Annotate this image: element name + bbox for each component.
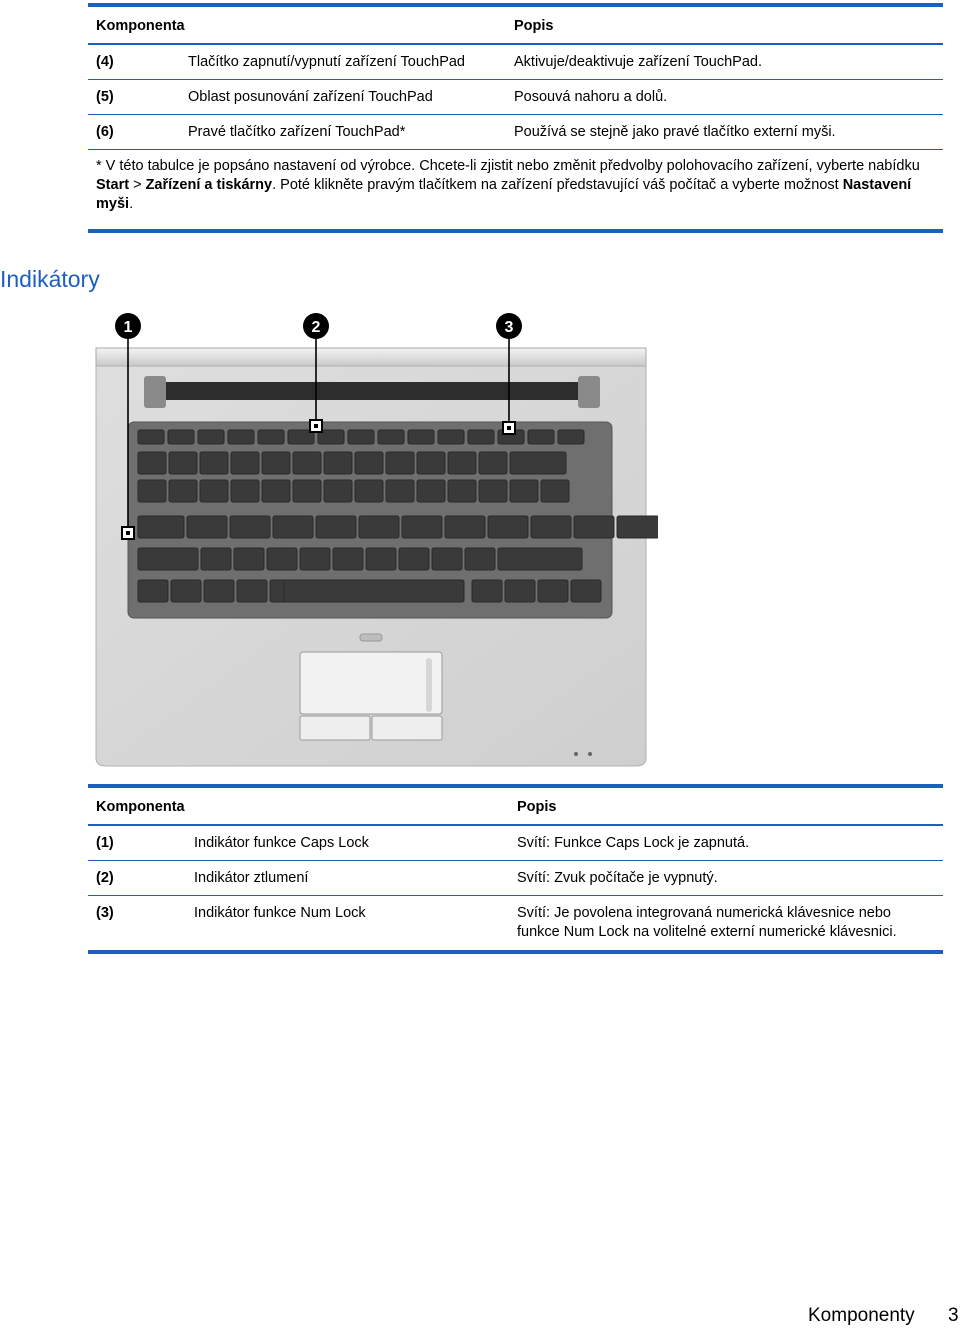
keyboard-key [293,480,321,502]
callout-number-2: 2 [311,319,321,336]
row-description: Aktivuje/deaktivuje zařízení TouchPad. [514,54,762,70]
keyboard-key [538,580,568,602]
row-component: Tlačítko zapnutí/vypnutí zařízení TouchPad [188,54,466,70]
left-hinge [144,376,166,408]
keyboard-key [169,480,197,502]
table-note-row [88,150,943,229]
lid-edge [96,348,646,366]
keyboard-key [333,548,363,570]
keyboard-key [316,516,356,538]
keyboard-key [138,580,168,602]
table-header [88,788,943,826]
keyboard-key [417,480,445,502]
keyboard-key [273,516,313,538]
row-description: Posouvá nahoru a dolů. [514,89,668,105]
keyboard-key [359,516,399,538]
table-row [88,861,943,896]
keyboard-key [445,516,485,538]
keyboard-key [355,480,383,502]
header-description: Popis [514,18,554,34]
keyboard-key [505,580,535,602]
row-number: (3) [96,905,114,921]
keyboard-key [386,452,414,474]
row-number: (6) [96,124,114,140]
keyboard-key [417,452,445,474]
keyboard-key [528,430,554,444]
footer-section-title: Komponenty [808,1305,915,1326]
keyboard-key [498,548,582,570]
keyboard-key [169,452,197,474]
keyboard-key [138,480,166,502]
keyboard-key [366,548,396,570]
row-number: (4) [96,54,114,70]
keyboard-key [571,580,601,602]
keyboard-key [510,480,538,502]
section-heading: Indikátory [0,266,100,292]
keyboard-key [198,430,224,444]
hinge-bar [166,382,578,400]
table-bottom-rule [88,229,943,233]
keyboard-key [237,580,267,602]
row-description: Svítí: Funkce Caps Lock je zapnutá. [517,835,750,851]
touchpad-scroll-zone [426,658,432,712]
row-component: Indikátor funkce Caps Lock [194,835,369,851]
keyboard-key [510,452,566,474]
callout-number-3: 3 [504,319,514,336]
keyboard-key [234,548,264,570]
keyboard-key [468,430,494,444]
keyboard-key [488,516,528,538]
row-description: Svítí: Zvuk počítače je vypnutý. [517,870,718,886]
header-component: Komponenta [96,799,185,815]
row-component: Indikátor funkce Num Lock [194,905,366,921]
keyboard-key [187,516,227,538]
keyboard-key [324,452,352,474]
table-row [88,896,943,950]
keyboard-key [617,516,658,538]
keyboard-key [168,430,194,444]
row-number: (1) [96,835,114,851]
row-number: (5) [96,89,114,105]
table-row [88,115,943,150]
keyboard-key [438,430,464,444]
keyboard-key [479,480,507,502]
keyboard-key [138,452,166,474]
touchpad-left-button [300,716,370,740]
header-component: Komponenta [96,18,185,34]
row-number: (2) [96,870,114,886]
keyboard-key [479,452,507,474]
keyboard-key [324,480,352,502]
table-footnote: * V této tabulce je popsáno nastavení od výrobce. Chcete-li zjistit nebo změnit předvolby polohovacího zařízení, vyberte nabídku Start > Zařízení a tiskárny. Poté klikněte pravým tlačítkem na zařízení představující váš počítač a vyberte možnost Nastavení myši. [96,158,920,212]
keyboard-key [228,430,254,444]
keyboard-key [262,452,290,474]
keyboard-key [531,516,571,538]
keyboard-key [200,480,228,502]
keyboard-key [138,430,164,444]
keyboard-key [355,452,383,474]
keyboard-key [408,430,434,444]
status-light [574,752,578,756]
touchpad-right-button [372,716,442,740]
row-component: Oblast posunování zařízení TouchPad [188,89,433,105]
row-component: Indikátor ztlumení [194,870,309,886]
page-number: 3 [948,1305,959,1326]
keyboard-key [402,516,442,538]
keyboard-key [465,548,495,570]
keyboard-key [138,548,198,570]
right-hinge [578,376,600,408]
keyboard-key [231,480,259,502]
table-row [88,80,943,115]
keyboard-key [348,430,374,444]
table-row [88,45,943,80]
keyboard-key [448,452,476,474]
keyboard-key [541,480,569,502]
keyboard-key [230,516,270,538]
keyboard-key [231,452,259,474]
spacebar-key [284,580,464,602]
keyboard-key [432,548,462,570]
keyboard-key [378,430,404,444]
keyboard-key [448,480,476,502]
keyboard-key [574,516,614,538]
keyboard-key [399,548,429,570]
keyboard-key [204,580,234,602]
keyboard-key [201,548,231,570]
keyboard-key [258,430,284,444]
keyboard-key [267,548,297,570]
status-light [588,752,592,756]
keyboard-key [558,430,584,444]
laptop-illustration [88,306,658,776]
keyboard-key [293,452,321,474]
component-table-continued [88,3,943,233]
callout-number-1: 1 [123,319,133,336]
touchpad [300,652,442,714]
keyboard-key [200,452,228,474]
touchpad-toggle [360,634,382,641]
row-description: Používá se stejně jako pravé tlačítko externí myši. [514,124,836,140]
keyboard-key [472,580,502,602]
table-header [88,7,943,45]
keyboard-key [171,580,201,602]
header-description: Popis [517,799,557,815]
table-row [88,826,943,861]
laptop-indicators-figure [88,306,658,776]
keyboard-key [300,548,330,570]
row-description: Svítí: Je povolena integrovaná numerická klávesnice nebo funkce Num Lock na volitelné externí numerické klávesnici. [517,905,897,940]
row-component: Pravé tlačítko zařízení TouchPad* [188,124,406,140]
table-bottom-rule [88,950,943,954]
indicators-table [88,784,943,954]
keyboard-key [386,480,414,502]
keyboard-key [138,516,184,538]
keyboard-key [262,480,290,502]
